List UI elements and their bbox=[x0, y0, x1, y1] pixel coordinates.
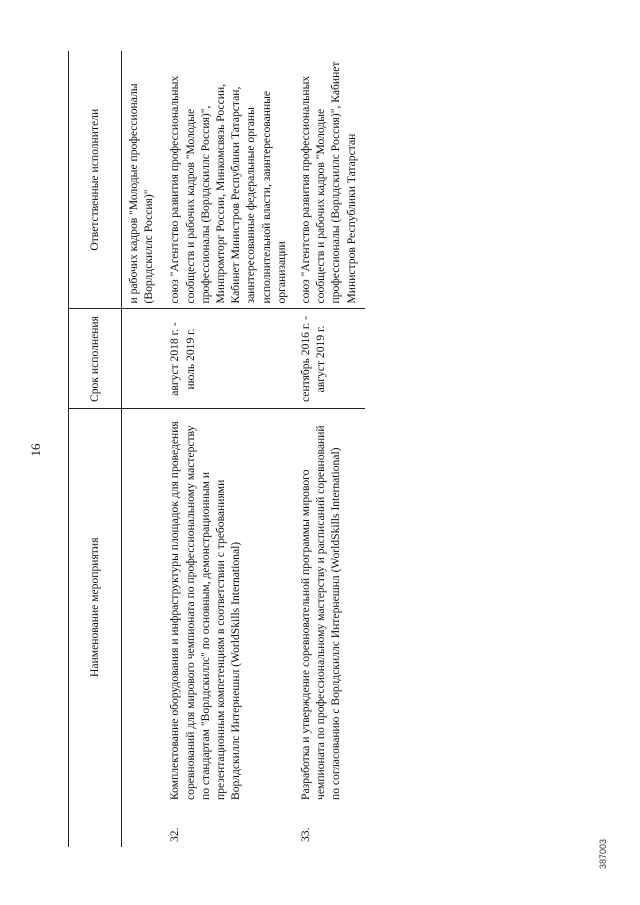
activities-table bbox=[68, 51, 365, 847]
cell-name bbox=[122, 409, 165, 805]
table-row bbox=[295, 51, 365, 847]
cell-number bbox=[122, 805, 165, 847]
header-executors: Ответственные исполнители bbox=[69, 51, 122, 309]
page-number: 16 bbox=[28, 443, 43, 457]
table-header-row bbox=[69, 51, 122, 847]
header-term: Срок исполнения bbox=[69, 309, 122, 409]
cell-number: 32. bbox=[168, 827, 182, 842]
cell-number: 33. bbox=[299, 827, 313, 842]
rotated-page-content bbox=[20, 25, 620, 875]
cell-executors: союз "Агентство развития профессиональных сообществ и рабочих кадров "Молодые профессионалы (Ворлдскиллс Россия)", Минпромторг России, Минкомсвязь России, Кабинет Министров Республики Татарстан, заинтересованные федеральные органы исполнительной власти, заинтересованные организации bbox=[164, 51, 295, 309]
cell-term: сентябрь 2016 г. - август 2019 г. bbox=[295, 309, 365, 409]
header-name: Наименование мероприятия bbox=[69, 409, 122, 805]
cell-name: Разработка и утверждение соревновательной программы мирового чемпионата по профессиональному мастерству и расписаний соревнований по согласованию с Ворлдскиллс Интернешнл (WorldSkills International) bbox=[299, 425, 343, 800]
header-number bbox=[69, 805, 122, 847]
table-row bbox=[164, 51, 295, 847]
cell-executors: и рабочих кадров "Молодые профессионалы (Ворлдскиллс Россия)" bbox=[122, 51, 165, 309]
document-stamp: 387003 bbox=[598, 838, 608, 869]
cell-name: Комплектование оборудования и инфраструктуры площадок для проведения соревнований для мирового чемпионата по профессиональному мастерству по стандартам "Ворлдскиллс" по основным, демонстрационным и презентационным компетенциям в соответствии с требованиями Ворлдскиллс Интернешнл (WorldSkills International) bbox=[168, 421, 243, 800]
cell-executors: союз "Агентство развития профессиональных сообществ и рабочих кадров "Молодые профессионалы (Ворлдскиллс Россия)", Кабинет Министров Республики Татарстан bbox=[295, 51, 365, 309]
table-row-continuation bbox=[122, 51, 165, 847]
cell-term bbox=[122, 309, 165, 409]
cell-term: август 2018 г. - июль 2019 г. bbox=[164, 309, 295, 409]
